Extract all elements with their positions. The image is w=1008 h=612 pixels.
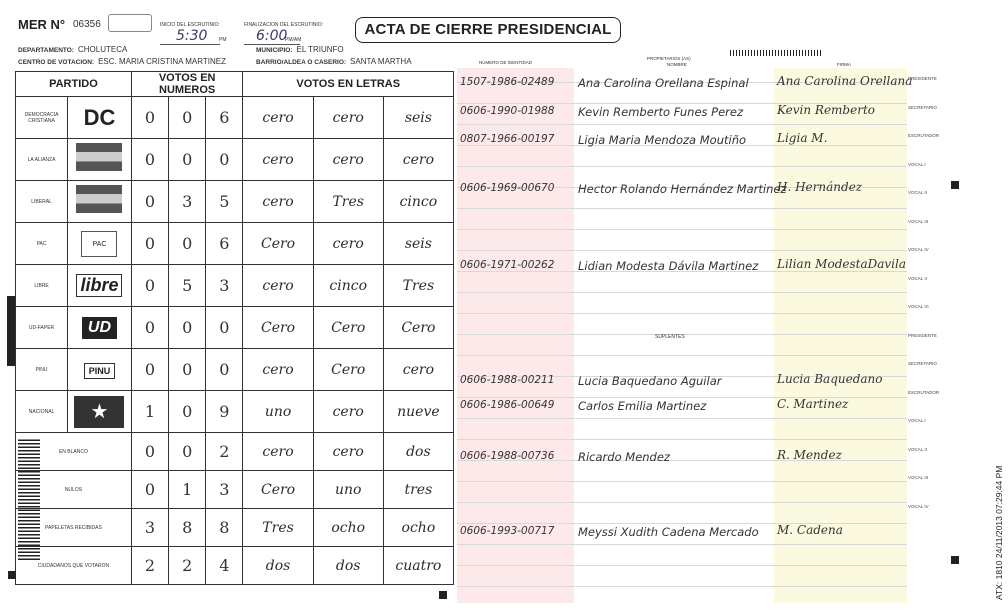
ruled-line — [457, 439, 907, 440]
ruled-line — [457, 208, 907, 209]
vote-digit: 0 — [131, 181, 168, 223]
departamento — [18, 45, 127, 54]
party-name: PAC — [16, 223, 68, 265]
inicio-line — [160, 44, 220, 45]
vote-digit: 0 — [169, 223, 206, 265]
member-id: 0807-1966-00197 — [460, 133, 555, 145]
vote-word: Tres — [383, 265, 453, 307]
vote-digit: 5 — [169, 265, 206, 307]
registration-mark — [439, 591, 447, 599]
table-row — [16, 139, 454, 181]
vote-word: cinco — [383, 181, 453, 223]
party-logo-text: libre — [76, 274, 122, 297]
ruled-line — [457, 586, 907, 587]
party-logo — [68, 307, 132, 349]
vote-digit: 0 — [206, 139, 243, 181]
ruled-line — [457, 124, 907, 125]
finaliza-time: 6:00 — [256, 28, 288, 44]
col-numeros: VOTOS EN NUMEROS — [131, 72, 243, 97]
vote-word: cero — [313, 223, 383, 265]
table-row — [16, 391, 454, 433]
vote-digit: 5 — [206, 181, 243, 223]
party-name: PINU — [16, 349, 68, 391]
vote-word: uno — [243, 391, 313, 433]
party-logo — [68, 391, 132, 433]
member-name: Lidian Modesta Dávila Martinez — [578, 259, 759, 273]
vote-word: cero — [243, 97, 313, 139]
vote-digit: 4 — [206, 547, 243, 585]
ruled-line — [457, 250, 907, 251]
role-label: ESCRUTADOR — [908, 133, 940, 138]
role-label: VOCAL V — [908, 275, 928, 281]
ruled-line — [457, 229, 907, 230]
table-row — [16, 509, 454, 547]
vote-word: dos — [313, 547, 383, 585]
ruled-line — [457, 565, 907, 566]
vote-digit: 3 — [206, 265, 243, 307]
vote-digit: 0 — [169, 97, 206, 139]
member-name: Kevin Remberto Funes Perez — [578, 105, 744, 119]
vote-word: uno — [313, 471, 383, 509]
vote-word: ocho — [313, 509, 383, 547]
vote-digit: 3 — [169, 181, 206, 223]
party-name: CIUDADANOS QUE VOTARON — [16, 547, 132, 585]
liberal-flag-logo — [76, 185, 122, 213]
member-name: Ana Carolina Orellana Espinal — [578, 76, 749, 90]
vote-digit: 2 — [206, 433, 243, 471]
mer-label: MER N° — [18, 17, 66, 32]
vote-digit: 0 — [206, 349, 243, 391]
table-row — [16, 547, 454, 585]
vote-digit: 3 — [206, 471, 243, 509]
role-label: VOCAL II — [908, 446, 927, 452]
vote-word: seis — [383, 223, 453, 265]
page-title: ACTA DE CIERRE PRESIDENCIAL — [355, 17, 621, 43]
member-signature: C. Martinez — [777, 397, 849, 411]
party-logo — [68, 97, 132, 139]
members-area — [457, 56, 913, 608]
vote-digit: 0 — [131, 471, 168, 509]
party-logo — [68, 223, 132, 265]
party-name: LIBERAL — [16, 181, 68, 223]
vote-word: Cero — [243, 307, 313, 349]
party-logo-text: UD — [82, 317, 117, 339]
nacional-star-logo: ★ — [74, 396, 124, 428]
party-name: NULOS — [16, 471, 132, 509]
vote-digit: 0 — [131, 433, 168, 471]
ruled-line — [457, 418, 907, 419]
vote-word: cuatro — [383, 547, 453, 585]
member-signature: Ligia M. — [777, 131, 828, 145]
member-id: 0606-1988-00736 — [460, 450, 555, 462]
role-label: SECRETARIO — [908, 104, 937, 110]
vote-word: cinco — [313, 265, 383, 307]
alianza-flag-logo — [76, 143, 122, 171]
col-partido: PARTIDO — [16, 72, 132, 97]
vote-word: cero — [383, 139, 453, 181]
vote-digit: 0 — [131, 223, 168, 265]
vote-digit: 1 — [131, 391, 168, 433]
table-row — [16, 223, 454, 265]
role-label: PRESIDENTE — [908, 332, 937, 338]
vote-digit: 8 — [206, 509, 243, 547]
vote-word: cero — [243, 181, 313, 223]
vote-digit: 0 — [169, 349, 206, 391]
vote-digit: 0 — [169, 139, 206, 181]
table-row — [16, 265, 454, 307]
vote-word: cero — [383, 349, 453, 391]
vote-word: cero — [243, 265, 313, 307]
vote-word: cero — [243, 349, 313, 391]
vote-word: cero — [313, 139, 383, 181]
member-name: Ligia Maria Mendoza Moutiño — [578, 133, 747, 147]
vote-word: cero — [313, 97, 383, 139]
barcode-top — [730, 50, 822, 56]
registration-bar — [7, 296, 15, 366]
party-logo — [68, 181, 132, 223]
party-name: LIBRE — [16, 265, 68, 307]
role-label: VOCAL III — [908, 475, 929, 480]
vote-word: tres — [383, 471, 453, 509]
barcode-left — [18, 438, 40, 560]
vote-word: Cero — [243, 471, 313, 509]
table-row — [16, 349, 454, 391]
registration-mark — [951, 181, 959, 189]
vote-digit: 6 — [206, 97, 243, 139]
inicio-time: 5:30 — [176, 28, 208, 44]
vote-digit: 1 — [169, 471, 206, 509]
barrio-value: SANTA MARTHA — [350, 57, 412, 66]
party-name: LA ALIANZA — [16, 139, 68, 181]
vote-word: Cero — [243, 223, 313, 265]
vote-word: dos — [243, 547, 313, 585]
party-logo — [68, 349, 132, 391]
member-id: 1507-1986-02489 — [460, 76, 555, 88]
vote-digit: 0 — [169, 433, 206, 471]
vote-word: Cero — [383, 307, 453, 349]
member-id: 0606-1971-00262 — [460, 259, 555, 271]
suplentes-heading: SUPLENTES — [655, 334, 685, 340]
party-name: NACIONAL — [16, 391, 68, 433]
member-signature: Lucia Baquedano — [777, 372, 883, 386]
votes-table — [15, 71, 454, 585]
vote-digit: 2 — [131, 547, 168, 585]
member-signature: Ana Carolina Orellana — [777, 74, 913, 88]
name-sub: NOMBRE — [667, 62, 687, 67]
municipio-label: MUNICIPIO: — [256, 47, 293, 54]
ruled-line — [457, 481, 907, 482]
table-row — [16, 471, 454, 509]
member-id: 0606-1993-00717 — [460, 525, 555, 537]
table-row — [16, 97, 454, 139]
vote-digit: 6 — [206, 223, 243, 265]
vote-digit: 3 — [131, 509, 168, 547]
centro-value: ESC. MARIA CRISTINA MARTINEZ — [98, 57, 226, 66]
vote-digit: 0 — [131, 97, 168, 139]
vote-word: dos — [383, 433, 453, 471]
sig-head: FIRMA — [837, 62, 851, 67]
vote-word: Cero — [313, 307, 383, 349]
vote-digit: 0 — [131, 307, 168, 349]
party-name: UD-FAPER — [16, 307, 68, 349]
vote-digit: 0 — [206, 307, 243, 349]
col-letras: VOTOS EN LETRAS — [243, 72, 454, 97]
ruled-line — [457, 355, 907, 356]
vote-word: Cero — [313, 349, 383, 391]
member-signature: H. Hernández — [777, 180, 863, 194]
party-logo-text: PINU — [84, 363, 116, 379]
vote-digit: 8 — [169, 509, 206, 547]
role-label: VOCAL IV — [908, 503, 929, 509]
party-name: DEMOCRACIA CRISTIANA — [16, 97, 68, 139]
member-name: Meyssi Xudith Cadena Mercado — [578, 525, 759, 539]
vote-word: cero — [313, 433, 383, 471]
vote-word: cero — [313, 391, 383, 433]
institution-logo — [108, 14, 152, 32]
departamento-label: DEPARTAMENTO: — [18, 47, 74, 54]
ruled-line — [457, 544, 907, 545]
vote-digit: 2 — [169, 547, 206, 585]
member-id: 0606-1969-00670 — [460, 182, 555, 194]
table-row — [16, 433, 454, 471]
vote-word: cero — [243, 139, 313, 181]
vote-word: ocho — [383, 509, 453, 547]
member-id: 0606-1990-01988 — [460, 105, 555, 117]
party-logo — [68, 265, 132, 307]
party-logo-text: DC — [83, 104, 116, 130]
role-label: ESCRUTADOR — [908, 389, 940, 395]
member-signature: M. Cadena — [777, 523, 843, 537]
vote-word: cero — [243, 433, 313, 471]
member-signature: Lilian ModestaDavila — [777, 257, 906, 271]
departamento-value: CHOLUTECA — [77, 45, 128, 54]
member-id: 0606-1986-00649 — [460, 399, 555, 411]
party-name: EN BLANCO — [16, 433, 132, 471]
vote-digit: 0 — [169, 391, 206, 433]
vote-digit: 9 — [206, 391, 243, 433]
role-label: VOCAL VI — [908, 304, 929, 309]
ruled-line — [457, 313, 907, 314]
centro — [18, 57, 226, 66]
vote-word: nueve — [383, 391, 453, 433]
member-name: Hector Rolando Hernández Martinez — [578, 182, 787, 196]
role-label: VOCAL I — [908, 161, 926, 167]
vote-digit: 0 — [131, 265, 168, 307]
name-head: PROPIETARIOS (AS) — [647, 56, 691, 61]
registration-mark — [951, 556, 959, 564]
centro-label: CENTRO DE VOTACION: — [18, 59, 95, 66]
pac-shield-logo: PAC — [81, 231, 117, 257]
member-name: Lucia Baquedano Aguilar — [578, 374, 722, 388]
inicio-unit: PM — [219, 37, 227, 43]
role-label: VOCAL II — [908, 190, 927, 195]
member-name: Ricardo Mendez — [578, 450, 670, 464]
member-signature: R. Mendez — [777, 448, 842, 462]
ruled-line — [457, 166, 907, 167]
id-head: NUMERO DE IDENTIDAD — [479, 60, 533, 65]
inicio-label: INICIO DEL ESCRUTINIO: — [160, 22, 220, 28]
vote-digit: 0 — [131, 349, 168, 391]
role-label: VOCAL IV — [908, 247, 929, 252]
mer-number: 06356 — [73, 19, 101, 30]
ruled-line — [457, 502, 907, 503]
barrio-label: BARRIO/ALDEA O CASERIO: — [256, 59, 347, 66]
table-row — [16, 307, 454, 349]
role-label: VOCAL I — [908, 418, 926, 423]
table-row — [16, 181, 454, 223]
vote-digit: 0 — [131, 139, 168, 181]
vote-word: Tres — [313, 181, 383, 223]
party-logo — [68, 139, 132, 181]
ruled-line — [457, 292, 907, 293]
role-label: SECRETARIO — [908, 361, 937, 366]
member-signature: Kevin Remberto — [777, 103, 875, 117]
barrio — [256, 57, 412, 66]
vote-word: seis — [383, 97, 453, 139]
municipio-value: EL TRIUNFO — [296, 45, 344, 54]
role-label: VOCAL III — [908, 218, 929, 224]
finaliza-label: FINALIZACION DEL ESCRUTINIO: — [244, 22, 323, 28]
vote-word: Tres — [243, 509, 313, 547]
member-name: Carlos Emilia Martinez — [578, 399, 707, 413]
vote-digit: 0 — [169, 307, 206, 349]
finaliza-unit: PM/AM — [285, 37, 302, 43]
member-id: 0606-1988-00211 — [460, 374, 555, 386]
scan-stamp: ATX: 1810 24/11/2013 07:29:44 PM — [994, 465, 1004, 600]
party-name: PAPELETAS RECIBIDAS — [16, 509, 132, 547]
registration-mark — [8, 571, 16, 579]
municipio — [256, 45, 344, 54]
role-label: PRESIDENTE — [908, 76, 937, 81]
